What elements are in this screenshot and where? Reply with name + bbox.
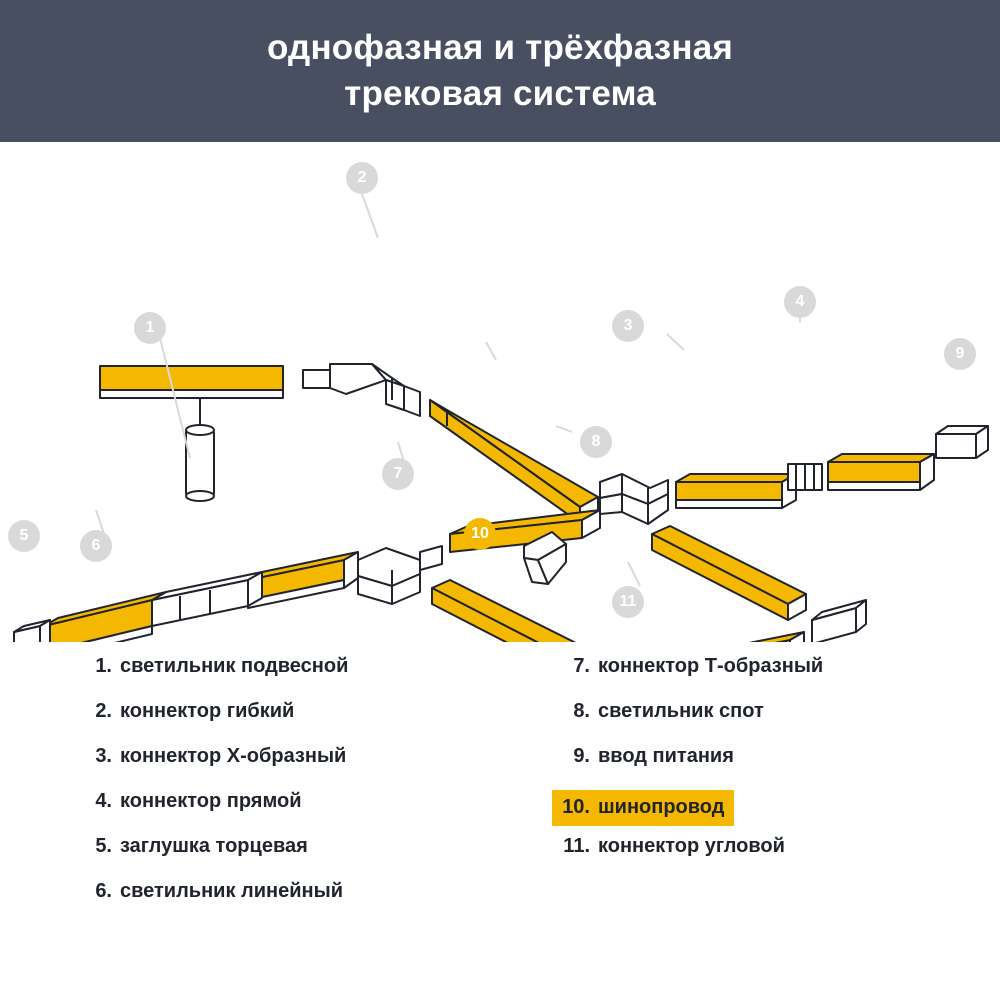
legend-item-10-label: шинопровод	[598, 796, 725, 818]
legend-column-left	[82, 655, 502, 925]
legend-item-1-number: 1.	[95, 655, 112, 677]
track-bar-upper-left-diagonal	[430, 400, 598, 523]
legend-item-11-number: 11.	[563, 835, 590, 857]
callout-6[interactable]: 6	[80, 530, 112, 562]
legend-item-3-number: 3.	[95, 745, 112, 767]
legend-item-7-number: 7.	[573, 655, 590, 677]
end-cap	[14, 620, 50, 642]
legend-item-7-label: коннектор Т-образный	[598, 655, 824, 677]
legend-item-10-number: 10.	[562, 796, 590, 818]
callout-10[interactable]: 10	[464, 518, 496, 550]
legend-item-3-label: коннектор X-образный	[120, 745, 347, 767]
legend-item-9[interactable]	[560, 745, 980, 790]
legend-item-3[interactable]	[82, 745, 502, 790]
legend-item-6[interactable]	[82, 880, 502, 925]
callout-1[interactable]: 1	[134, 312, 166, 344]
track-bar-right-of-x	[676, 474, 796, 508]
legend-item-1[interactable]	[82, 655, 502, 700]
legend-item-2-number: 2.	[95, 700, 112, 722]
callout-9[interactable]: 9	[944, 338, 976, 370]
legend	[0, 655, 1000, 965]
pendant-luminaire	[186, 398, 214, 501]
legend-item-2[interactable]	[82, 700, 502, 745]
track-bar-lower-right	[652, 526, 806, 620]
legend-item-7[interactable]	[560, 655, 980, 700]
legend-item-5-label: заглушка торцевая	[120, 835, 308, 857]
legend-item-2-label: коннектор гибкий	[120, 700, 295, 722]
callout-2[interactable]: 2	[346, 162, 378, 194]
legend-item-6-number: 6.	[95, 880, 112, 902]
page-title-line-2: трековая система	[344, 74, 656, 113]
legend-item-4[interactable]	[82, 790, 502, 835]
callout-5[interactable]: 5	[8, 520, 40, 552]
legend-item-10[interactable]	[552, 790, 980, 835]
legend-item-9-label: ввод питания	[598, 745, 734, 767]
legend-item-6-label: светильник линейный	[120, 880, 343, 902]
linear-luminaire-bar	[248, 552, 358, 608]
straight-connector	[788, 464, 822, 490]
legend-item-5[interactable]	[82, 835, 502, 880]
power-feed	[936, 426, 988, 458]
busbar-highlighted	[432, 580, 586, 642]
page-title-line-1: однофазная и трёхфазная	[266, 28, 734, 67]
callout-11[interactable]: 11	[612, 586, 644, 618]
linear-luminaire-body	[152, 572, 262, 626]
callout-4[interactable]: 4	[784, 286, 816, 318]
track-bar-bottom-right	[680, 632, 804, 642]
legend-item-5-number: 5.	[95, 835, 112, 857]
legend-item-9-number: 9.	[573, 745, 590, 767]
t-connector	[358, 546, 442, 604]
track-bar-top-left	[100, 366, 283, 398]
legend-item-8[interactable]	[560, 700, 980, 745]
track-system-diagram	[0, 142, 1000, 642]
legend-item-11-label: коннектор угловой	[598, 835, 785, 857]
callout-3[interactable]: 3	[612, 310, 644, 342]
legend-item-10-highlight	[552, 790, 734, 826]
legend-column-right	[560, 655, 980, 880]
callout-8[interactable]: 8	[580, 426, 612, 458]
legend-item-8-label: светильник спот	[598, 700, 764, 722]
track-bar-lower-left	[44, 592, 166, 642]
page-header	[0, 0, 1000, 142]
legend-item-8-number: 8.	[573, 700, 590, 722]
legend-item-11[interactable]	[560, 835, 980, 880]
legend-item-1-label: светильник подвесной	[120, 655, 349, 677]
track-bar-far-right	[828, 454, 934, 490]
track-bar-bottom-right-end	[812, 600, 866, 642]
legend-item-4-number: 4.	[95, 790, 112, 812]
diagram-illustration	[0, 142, 1000, 642]
callout-7[interactable]: 7	[382, 458, 414, 490]
flexible-connector	[303, 364, 420, 416]
legend-item-4-label: коннектор прямой	[120, 790, 302, 812]
x-connector	[600, 474, 668, 524]
